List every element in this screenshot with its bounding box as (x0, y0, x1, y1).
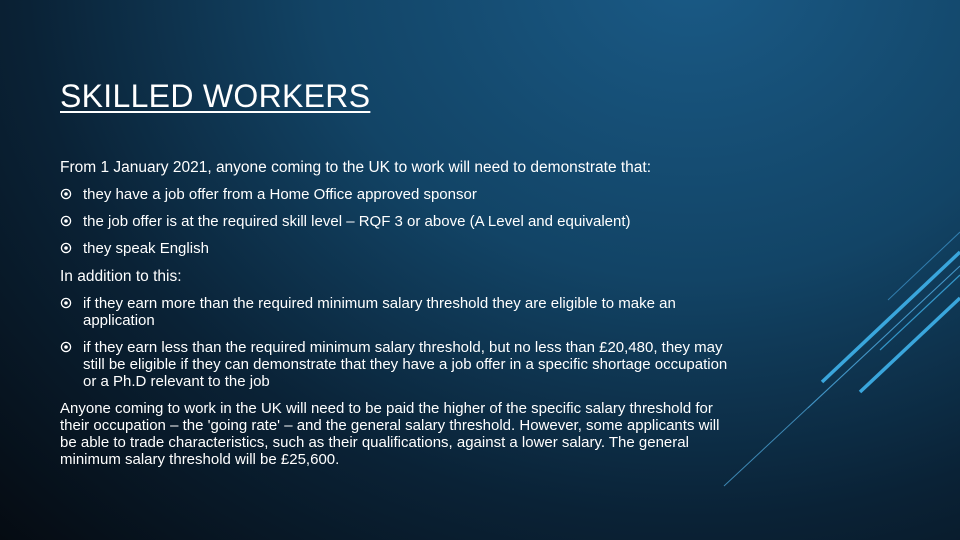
list-item (60, 339, 730, 390)
circled-dot-icon (60, 341, 72, 353)
subheading: In addition to this: (60, 268, 182, 285)
slide-title: SKILLED WORKERS (60, 78, 371, 114)
intro-text: From 1 January 2021, anyone coming to the UK to work will need to demonstrate that: (60, 159, 652, 176)
additional-conditions-list (60, 295, 730, 390)
list-item-text: they have a job offer from a Home Office approved sponsor (83, 186, 477, 203)
list-item-text: if they earn more than the required minimum salary threshold they are eligible to make an application (83, 295, 676, 329)
circled-dot-icon (60, 188, 72, 200)
requirements-list (60, 186, 730, 257)
circled-dot-icon (60, 242, 72, 254)
list-item-text: they speak English (83, 240, 209, 257)
list-item-text: the job offer is at the required skill level – RQF 3 or above (A Level and equivalent) (83, 213, 631, 230)
list-item (60, 295, 730, 329)
list-item (60, 240, 730, 257)
list-item (60, 186, 730, 203)
slide-body (60, 158, 730, 468)
circled-dot-icon (60, 297, 72, 309)
closing-paragraph: Anyone coming to work in the UK will need to be paid the higher of the specific salary threshold for their occupation – the 'going rate' – and the general salary threshold. However, some applicants will be able to trade characteristics, such as their qualifications, against a lower salary. The general minimum salary threshold will be £25,600. (60, 400, 720, 468)
list-item (60, 213, 730, 230)
circled-dot-icon (60, 215, 72, 227)
list-item-text: if they earn less than the required minimum salary threshold, but no less than £20,480, they may still be eligible if they can demonstrate that they have a job offer in a specific shortage occupation or a Ph.D relevant to the job (83, 339, 728, 390)
